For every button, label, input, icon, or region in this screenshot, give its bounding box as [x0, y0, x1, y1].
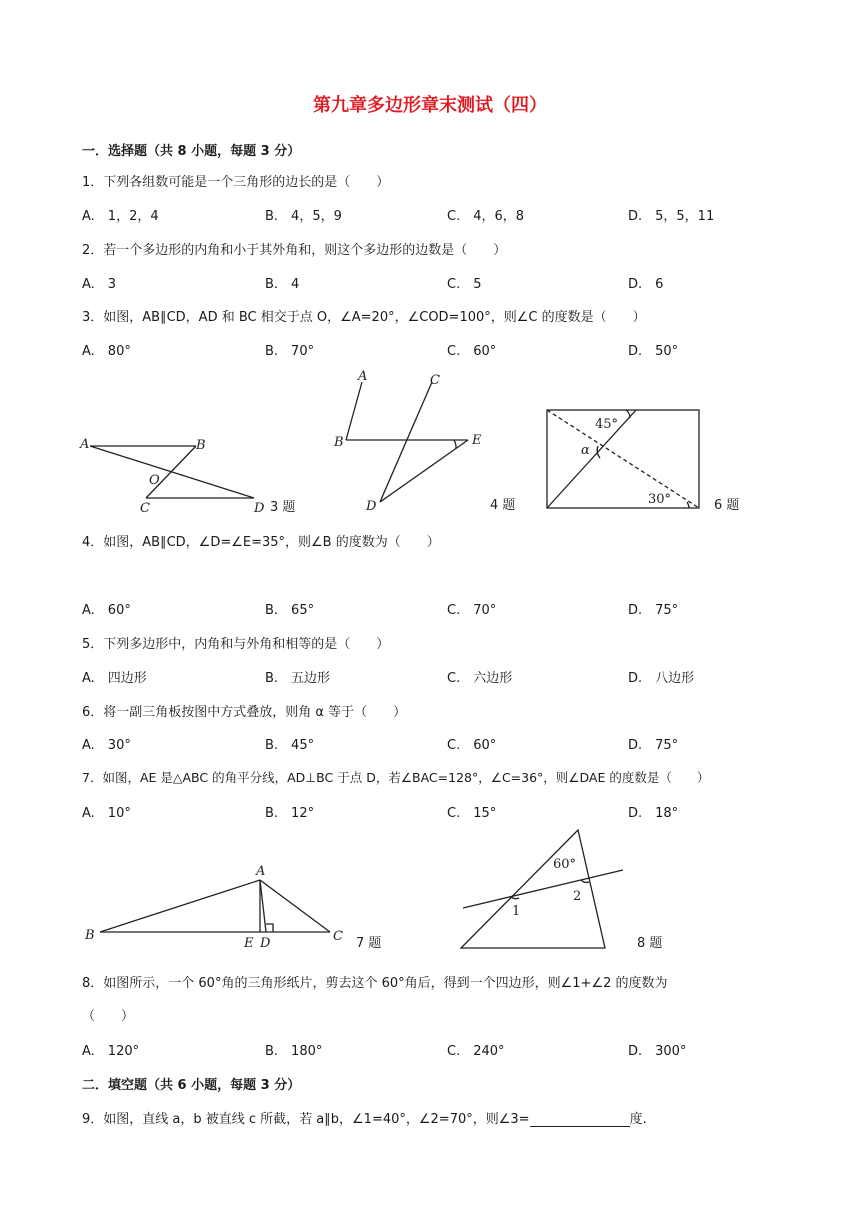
question-8-option-a[interactable]: A. 120° — [82, 1044, 140, 1059]
fig7-label-e: E — [244, 936, 254, 951]
question-8-option-c[interactable]: C. 240° — [447, 1044, 505, 1059]
question-3-option-c[interactable]: C. 60° — [447, 344, 497, 359]
section-heading-fill-blank: 二．填空题（共 6 小题，每题 3 分） — [82, 1078, 301, 1093]
fig6-hypotenuse-45 — [547, 410, 636, 508]
fig8-triangle — [461, 830, 605, 948]
question-1-option-a[interactable]: A. 1，2，4 — [82, 209, 159, 224]
fig7-label-a: A — [256, 864, 266, 879]
fig7-right-angle-mark — [266, 924, 273, 932]
question-6-option-b[interactable]: B. 45° — [265, 738, 315, 753]
fig8-angle-2 — [581, 880, 589, 882]
question-7-option-c[interactable]: C. 15° — [447, 806, 497, 821]
fig4-label-a: A — [358, 369, 368, 384]
page-title: 第九章多边形章末测试（四） — [313, 95, 547, 116]
fig7-line-ab — [100, 880, 260, 932]
fig7-caption: 7 题 — [356, 936, 382, 951]
question-9-unit: 度. — [629, 1112, 647, 1127]
question-1-stem: 1．下列各组数可能是一个三角形的边长的是（ ） — [82, 175, 390, 190]
question-3-option-a[interactable]: A. 80° — [82, 344, 131, 359]
figure-3 — [78, 432, 308, 516]
question-6-option-a[interactable]: A. 30° — [82, 738, 131, 753]
fig3-label-b: B — [196, 438, 206, 453]
question-6-option-c[interactable]: C. 60° — [447, 738, 497, 753]
question-4-option-b[interactable]: B. 65° — [265, 603, 315, 618]
question-6-option-d[interactable]: D. 75° — [628, 738, 679, 753]
fig7-label-b: B — [85, 928, 95, 943]
question-5-option-c[interactable]: C. 六边形 — [447, 671, 513, 686]
question-5-option-a[interactable]: A. 四边形 — [82, 671, 147, 686]
question-5-option-d[interactable]: D. 八边形 — [628, 671, 695, 686]
question-8-option-d[interactable]: D. 300° — [628, 1044, 687, 1059]
question-2-option-d[interactable]: D. 6 — [628, 277, 664, 292]
fig7-label-c: C — [333, 929, 343, 944]
fig4-label-b: B — [334, 435, 344, 450]
fig6-caption: 6 题 — [714, 498, 740, 513]
question-9-answer-blank[interactable] — [530, 1112, 630, 1127]
fig8-label-2: 2 — [573, 889, 582, 904]
fig8-angle-1 — [511, 897, 519, 899]
question-7-stem: 7．如图，AE 是△ABC 的角平分线，AD⊥BC 于点 D，若∠BAC=128°，∠C=36°，则∠DAE 的度数是（ ） — [82, 770, 710, 785]
question-7-option-a[interactable]: A. 10° — [82, 806, 131, 821]
question-3-option-d[interactable]: D. 50° — [628, 344, 679, 359]
question-4-option-d[interactable]: D. 75° — [628, 603, 679, 618]
question-4-option-a[interactable]: A. 60° — [82, 603, 131, 618]
question-6-stem: 6．将一副三角板按图中方式叠放，则角 α 等于（ ） — [82, 705, 407, 720]
fig3-caption: 3 题 — [270, 500, 296, 515]
question-3-stem: 3．如图，AB∥CD，AD 和 BC 相交于点 O，∠A=20°，∠COD=100°，则∠C 的度数是（ ） — [82, 310, 646, 325]
question-2-option-b[interactable]: B. 4 — [265, 277, 300, 292]
fig4-label-e: E — [472, 433, 482, 448]
question-9-stem: 9．如图，直线 a，b 被直线 c 所截，若 a∥b，∠1=40°，∠2=70°，则∠3= — [82, 1112, 530, 1127]
question-9 — [82, 1108, 647, 1127]
question-8-stem-continued: （ ） — [82, 1009, 135, 1024]
question-1-option-c[interactable]: C. 4，6，8 — [447, 209, 525, 224]
question-5-stem: 5．下列多边形中，内角和与外角和相等的是（ ） — [82, 637, 390, 652]
fig4-angle-e — [454, 440, 456, 448]
fig3-line-ad — [90, 446, 254, 498]
fig4-label-d: D — [366, 499, 377, 514]
fig8-cut-line — [463, 870, 623, 908]
question-8-option-b[interactable]: B. 180° — [265, 1044, 323, 1059]
fig3-line-bc — [146, 446, 196, 498]
question-4-stem: 4．如图，AB∥CD，∠D=∠E=35°，则∠B 的度数为（ ） — [82, 535, 440, 550]
figure-7 — [80, 858, 400, 952]
fig4-label-c: C — [430, 373, 440, 388]
fig6-label-45: 45° — [595, 417, 619, 432]
fig6-angle-30 — [687, 502, 689, 508]
fig3-label-o: O — [149, 473, 160, 488]
fig8-label-60: 60° — [553, 857, 577, 872]
question-8-stem: 8．如图所示，一个 60°角的三角形纸片，剪去这个 60°角后，得到一个四边形，则∠1+∠2 的度数为 — [82, 976, 668, 991]
question-7-option-b[interactable]: B. 12° — [265, 806, 315, 821]
fig4-caption: 4 题 — [490, 498, 516, 513]
question-2-option-a[interactable]: A. 3 — [82, 277, 117, 292]
question-1-option-d[interactable]: D. 5，5，11 — [628, 209, 715, 224]
question-5-option-b[interactable]: B. 五边形 — [265, 671, 331, 686]
fig3-label-d: D — [254, 501, 265, 516]
figure-4 — [330, 366, 520, 518]
section-heading-choice: 一．选择题（共 8 小题，每题 3 分） — [82, 144, 301, 159]
question-3-option-b[interactable]: B. 70° — [265, 344, 315, 359]
fig6-label-alpha: α — [581, 443, 590, 458]
figure-6 — [540, 404, 750, 516]
question-2-option-c[interactable]: C. 5 — [447, 277, 482, 292]
question-4-option-c[interactable]: C. 70° — [447, 603, 497, 618]
fig7-label-d: D — [260, 936, 271, 951]
fig6-angle-45 — [626, 410, 630, 418]
fig8-label-1: 1 — [512, 904, 521, 919]
figure-8 — [455, 826, 685, 954]
fig8-caption: 8 题 — [637, 936, 663, 951]
fig7-line-ad — [260, 880, 266, 932]
question-2-stem: 2．若一个多边形的内角和小于其外角和，则这个多边形的边数是（ ） — [82, 243, 507, 258]
fig6-label-30: 30° — [648, 492, 672, 507]
fig4-line-ab — [346, 382, 362, 440]
fig3-label-a: A — [80, 437, 90, 452]
fig3-label-c: C — [140, 501, 150, 516]
question-7-option-d[interactable]: D. 18° — [628, 806, 679, 821]
question-1-option-b[interactable]: B. 4，5，9 — [265, 209, 342, 224]
